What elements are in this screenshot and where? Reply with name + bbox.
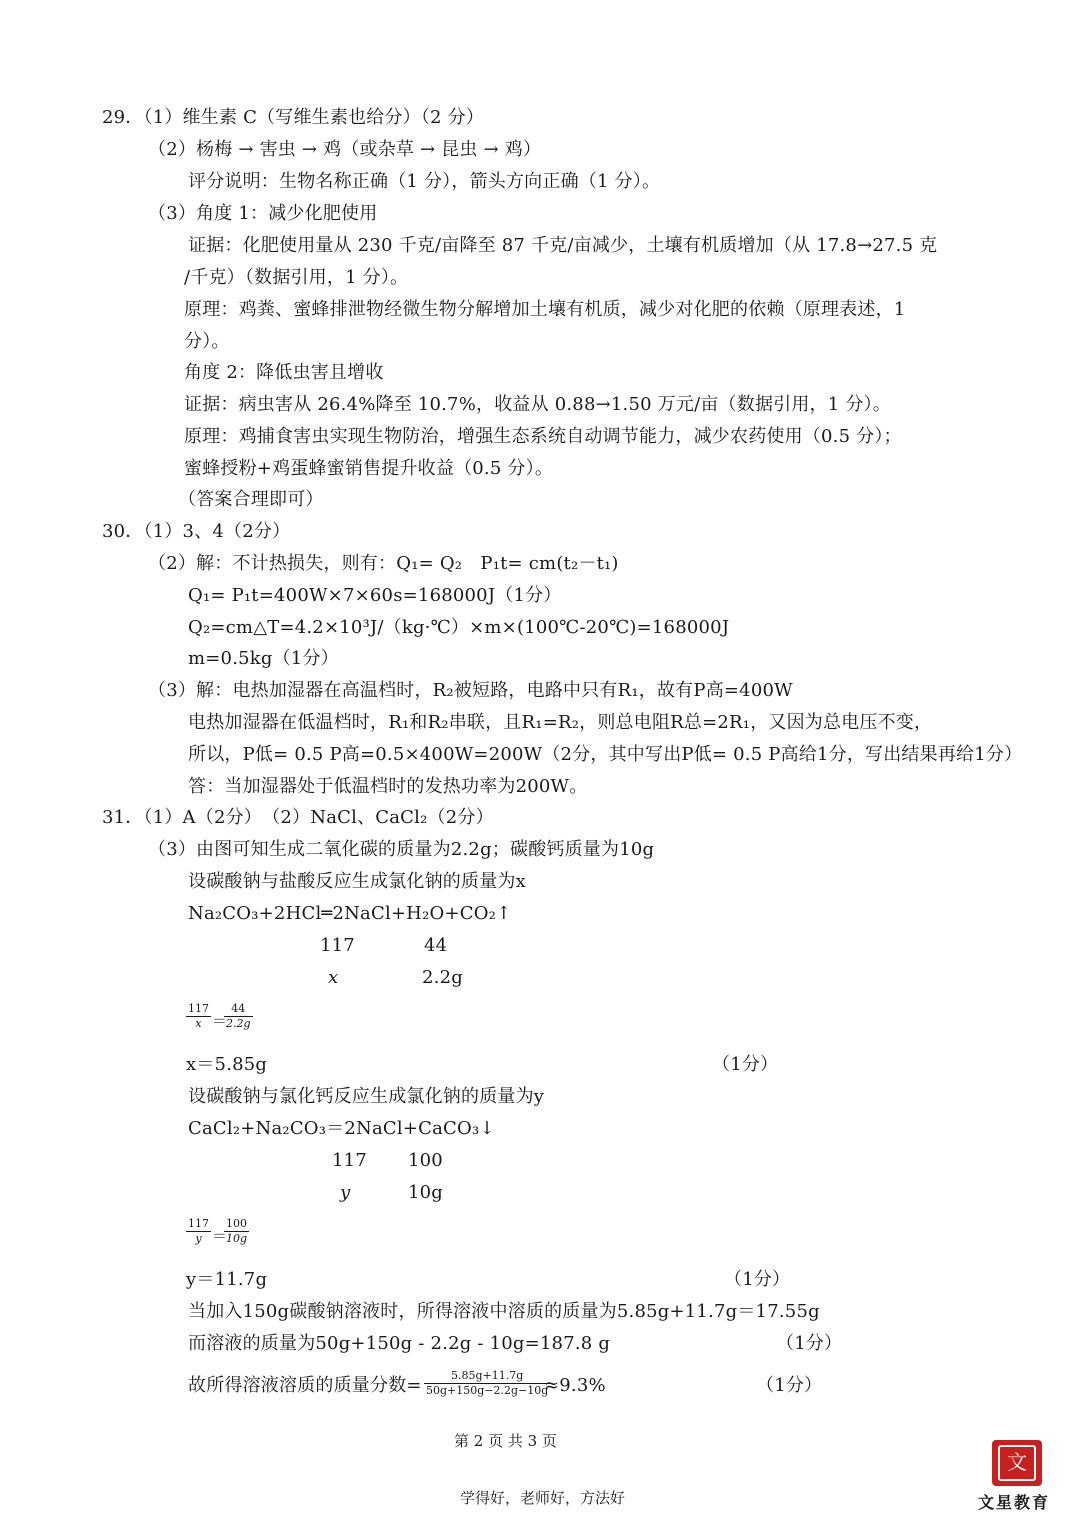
q30-part3-high: （3）解：电热加湿器在高温档时，R₂被短路，电路中只有R₁，故有P高=400W [148,680,793,701]
q31-mass-fraction [424,1370,550,1397]
q29-principle1-cont: 分）。 [184,331,230,352]
q31-equation1: Na₂CO₃+2HCl═2NaCl+H₂O+CO₂↑ [188,903,512,924]
fraction-numerator: 5.85g+11.7g [424,1370,550,1384]
q30-q2-calc: Q₂=cm△T=4.2×10³J/（kg·℃）×m×(100℃-20℃)=168000J [188,617,730,638]
q29-evidence1: 证据：化肥使用量从 230 千克/亩降至 87 千克/亩减少，土壤有机质增加（从 17.8→27.5 克 [188,235,938,256]
brand-name: 文星教育 [978,1493,1051,1512]
fraction-denominator: x [195,1017,202,1030]
fraction-denominator: 10g [226,1232,248,1245]
q30-part3-low: 电热加湿器在低温档时，R₁和R₂串联，且R₁=R₂，则总电阻R总=2R₁，又因为总电压不变， [188,712,933,733]
q29-angle2: 角度 2：降低虫害且增收 [184,362,384,383]
q31-ratio1-equals: ＝ [212,1012,228,1030]
q31-let-x: 设碳酸钠与盐酸反应生成氯化钠的质量为x [188,871,526,892]
q31-fraction-score: （1分） [756,1375,823,1396]
q31-parts1-2: 31．（1）A（2分） （2）NaCl、CaCl₂（2分） [102,807,494,828]
q31-let-y: 设碳酸钠与氯化钙反应生成氯化钠的质量为y [188,1086,545,1107]
q29-principle2: 原理：鸡捕食害虫实现生物防治，增强生态系统自动调节能力，减少农药使用（0.5 分）； [184,426,902,447]
q31-x-result: x＝5.85g [186,1054,268,1075]
q31-ratio2-equals: ＝ [212,1227,228,1245]
q31-solute-mass: 当加入150g碳酸钠溶液时，所得溶液中溶质的质量为5.85g+11.7g＝17.55g [188,1301,820,1322]
fraction-denominator: y [195,1232,202,1245]
q31-y-score: （1分） [724,1269,791,1290]
q29-part3-angle1: （3）角度 1：减少化肥使用 [148,203,378,224]
q29-part1: 29．（1）维生素 C（写维生素也给分）（2 分） [102,107,485,128]
q31-ratio1-left [186,1003,211,1030]
fraction-numerator: 100 [224,1218,249,1232]
q29-scoring-note: 评分说明：生物名称正确（1 分），箭头方向正确（1 分）。 [188,171,661,192]
q31-equation2: CaCl₂+Na₂CO₃＝2NaCl+CaCO₃↓ [188,1118,495,1139]
q31-eq2-coef-nacl: 117 [332,1150,367,1171]
q31-x-score: （1分） [712,1054,779,1075]
q31-eq1-coef-co2: 44 [424,935,448,956]
q31-eq2-mass-caco3: 10g [408,1182,444,1203]
q29-evidence2: 证据：病虫害从 26.4%降至 10.7%，收益从 0.88→1.50 万元/亩（数据引用，1 分）。 [184,394,891,415]
seal-char: 文 [998,1445,1036,1481]
fraction-numerator: 44 [224,1003,253,1017]
q31-eq1-coef-nacl: 117 [320,935,355,956]
q31-ratio1-right [224,1003,253,1030]
q31-eq1-var-x: x [328,967,339,988]
fraction-denominator: 2.2g [226,1017,251,1030]
q29-principle2-cont: 蜜蜂授粉+鸡蛋蜂蜜销售提升收益（0.5 分）。 [184,458,554,479]
q31-y-result: y＝11.7g [186,1269,268,1290]
fraction-numerator: 117 [188,1002,209,1015]
q29-evidence1-cont: /千克）（数据引用，1 分）。 [184,267,409,288]
q31-solution-mass: 而溶液的质量为50g+150g - 2.2g - 10g=187.8 g [188,1333,611,1354]
q30-part1: 30．（1）3、4（2分） [102,521,291,542]
q31-ratio2-left [186,1218,211,1245]
fraction-numerator: 117 [188,1217,209,1230]
q31-solution-score: （1分） [776,1333,843,1354]
q31-eq2-var-y: y [340,1182,351,1203]
q31-fraction-result: ≈9.3% [544,1375,606,1396]
q30-part3-calc: 所以，P低= 0.5 P高=0.5×400W=200W（2分，其中写出P低= 0.5 P高给1分，写出结果再给1分） [188,744,1023,765]
q30-part2-setup: （2）解：不计热损失，则有：Q₁= Q₂ P₁t= cm(t₂－t₁) [148,553,619,574]
q31-ratio2-right [224,1218,249,1245]
q31-eq1-mass-co2: 2.2g [422,967,463,988]
q31-fraction-label: 故所得溶液溶质的质量分数= [188,1375,422,1396]
q29-principle1: 原理：鸡粪、蜜蜂排泄物经微生物分解增加土壤有机质，减少对化肥的依赖（原理表述，1 [184,299,906,320]
q30-q1-calc: Q₁= P₁t=400W×7×60s=168000J（1分） [188,585,562,606]
q31-part3-intro: （3）由图可知生成二氧化碳的质量为2.2g；碳酸钙质量为10g [148,839,655,860]
fraction-denominator: 50g+150g−2.2g−10g [426,1384,549,1397]
q30-mass-result: m=0.5kg（1分） [188,648,339,669]
q30-answer: 答：当加湿器处于低温档时的发热功率为200W。 [188,776,588,797]
brand-seal-logo [992,1440,1042,1486]
footer-slogan: 学得好，老师好，方法好 [460,1489,626,1507]
q31-eq2-coef-caco3: 100 [408,1150,443,1171]
page-number: 第 2 页 共 3 页 [454,1432,557,1450]
q29-part2: （2）杨梅 → 害虫 → 鸡（或杂草 → 昆虫 → 鸡） [148,139,542,160]
q29-note: （答案合理即可） [178,489,324,510]
